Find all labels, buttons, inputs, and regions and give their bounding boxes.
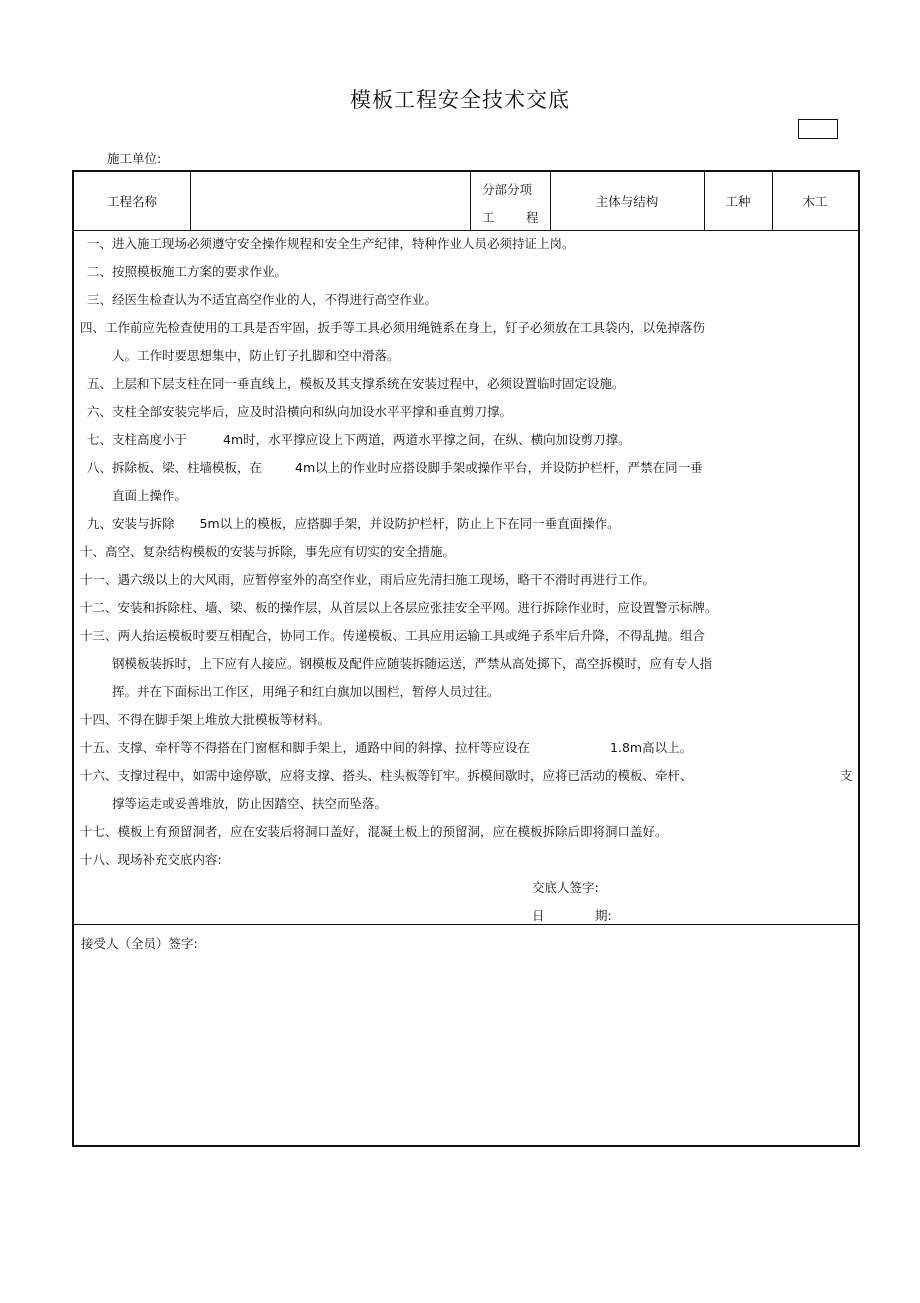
item-line-13: 十一、遇六级以上的大风雨，应暂停室外的高空作业，雨后应先清扫施工现场，略干不滑时再进行工作。 <box>80 572 656 587</box>
sub-project-label-line2b: 程 <box>526 210 539 225</box>
row-divider <box>74 230 858 231</box>
item-line-14: 十二、安装和拆除柱、墙、梁、板的操作层，从首层以上各层应张挂安全平网。进行拆除作业时，应设置警示标牌。 <box>80 600 718 615</box>
item-line-9-a: 八、拆除板、梁、柱墙模板，在 <box>87 460 263 475</box>
item-line-11 <box>87 516 620 532</box>
header-divider <box>470 172 471 230</box>
sub-project-label-line1: 分部分项 <box>482 182 533 197</box>
disclosure-form <box>72 170 860 1147</box>
item-line-15: 十三、两人抬运模板时要互相配合，协同工作。传递模板、工具应用运输工具或绳子系牢后升降，不得乱抛。组合 <box>80 628 706 643</box>
sub-project-value: 主体与结构 <box>595 194 659 209</box>
item-line-8-a: 七、支柱高度小于 <box>87 432 188 447</box>
giver-signature-label: 交底人签字: <box>532 880 599 895</box>
document-number-box <box>798 119 838 139</box>
item-line-2: 二、按照模板施工方案的要求作业。 <box>87 264 288 279</box>
item-line-12: 十、高空、复杂结构模板的安装与拆除，事先应有切实的安全措施。 <box>80 544 456 559</box>
item-line-16: 钢模板装拆时，上下应有人接应。钢模板及配件应随装拆随运送，严禁从高处掷下，高空拆模时，应有专人指 <box>112 656 713 671</box>
item-line-17: 挥。并在下面标出工作区，用绳子和红白旗加以围栏，暂停人员过往。 <box>112 684 500 699</box>
document-title: 模板工程安全技术交底 <box>350 88 570 112</box>
sub-project-label-line2a: 工 <box>482 210 495 225</box>
item-line-19-b: 1.8m高以上。 <box>610 740 693 755</box>
item-line-22: 十七、模板上有预留洞者，应在安装后将洞口盖好，混凝土板上的预留洞，应在模板拆除后即将洞口盖好。 <box>80 824 668 839</box>
project-name-value <box>190 172 470 230</box>
trade-label: 工种 <box>725 194 751 209</box>
item-line-8 <box>87 432 631 448</box>
trade-value: 木工 <box>802 194 828 209</box>
item-line-19 <box>80 740 692 756</box>
item-line-18: 十四、不得在脚手架上堆放大批模板等材料。 <box>80 712 331 727</box>
item-line-10: 直面上操作。 <box>112 488 188 503</box>
item-line-9-b: 4m以上的作业时应搭设脚手架或操作平台，并设防护栏杆，严禁在同一垂 <box>295 460 703 475</box>
item-line-23: 十八、现场补充交底内容: <box>80 852 222 867</box>
item-line-8-b: 4m时，水平撑应设上下两道，两道水平撑之间，在纵、横向加设剪刀撑。 <box>223 432 631 447</box>
item-line-4: 四、工作前应先检查使用的工具是否牢固，扳手等工具必须用绳链系在身上，钉子必须放在工具袋内，以免掉落伤 <box>80 320 706 335</box>
item-line-20: 十六、支撑过程中，如需中途停歇，应将支撑、搭头、柱头板等钉牢。拆模间歇时，应将已活动的模板、牵杆、 <box>80 768 693 783</box>
item-line-6: 五、上层和下层支柱在同一垂直线上，模板及其支撑系统在安装过程中，必须设置临时固定设施。 <box>87 376 625 391</box>
date-label-b: 期: <box>595 908 612 923</box>
item-line-7: 六、支柱全部安装完毕后，应及时沿横向和纵向加设水平平撑和垂直剪刀撑。 <box>87 404 513 419</box>
item-line-20-tail: 支 <box>840 768 853 783</box>
item-line-9 <box>87 460 703 476</box>
project-name-label: 工程名称 <box>106 194 157 209</box>
date-label-a: 日 <box>532 908 545 923</box>
receiver-signature-label: 接受人（全员）签字: <box>81 936 198 951</box>
item-line-1: 一、进入施工现场必须遵守安全操作规程和安全生产纪律，特种作业人员必须持证上岗。 <box>87 236 575 251</box>
item-line-3: 三、经医生检查认为不适宜高空作业的人，不得进行高空作业。 <box>87 292 438 307</box>
row-divider <box>74 924 858 925</box>
construction-unit-label: 施工单位: <box>107 151 162 166</box>
item-line-5: 人。工作时要思想集中，防止钉子扎脚和空中滑落。 <box>112 348 400 363</box>
item-line-19-a: 十五、支撑、牵杆等不得搭在门窗框和脚手架上，通路中间的斜撑、拉杆等应设在 <box>80 740 531 755</box>
item-line-21: 撑等运走或妥善堆放，防止因踏空、扶空而坠落。 <box>112 796 388 811</box>
item-line-11-a: 九、安装与拆除 <box>87 516 175 531</box>
item-line-11-b: 5m以上的模板，应搭脚手架，并设防护栏杆，防止上下在同一垂直面操作。 <box>199 516 620 531</box>
